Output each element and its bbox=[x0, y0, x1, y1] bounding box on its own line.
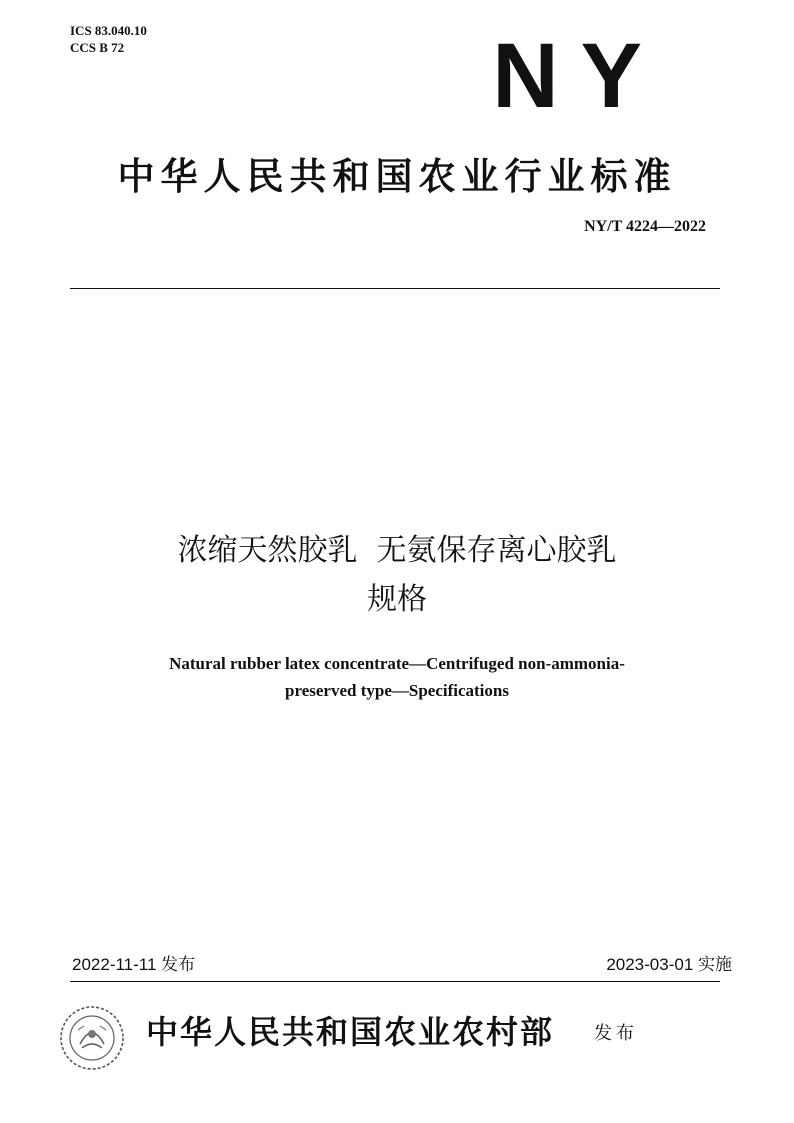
document-title-en-line1: Natural rubber latex concentrate—Centrifuged non-ammonia- bbox=[169, 654, 625, 673]
top-divider bbox=[70, 288, 720, 289]
ny-logo: NY bbox=[492, 25, 664, 127]
bottom-divider bbox=[70, 981, 720, 982]
standard-number: NY/T 4224—2022 bbox=[584, 218, 706, 235]
issuing-authority: 中华人民共和国农业农村部 bbox=[146, 1013, 555, 1051]
document-title-en-line2: preserved type—Specifications bbox=[285, 681, 509, 700]
ministry-seal-icon bbox=[58, 1004, 126, 1072]
ics-code: ICS 83.040.10 bbox=[70, 23, 147, 38]
implementation-date: 2023-03-01 实施 bbox=[606, 955, 732, 974]
issue-date: 2022-11-11 发布 bbox=[72, 955, 196, 974]
document-title-zh-line2: 规格 bbox=[367, 582, 427, 617]
document-title-zh-line1: 浓缩天然胶乳 无氨保存离心胶乳 bbox=[177, 533, 617, 568]
standard-title: 中华人民共和国农业行业标准 bbox=[117, 155, 677, 198]
issuing-action: 发布 bbox=[594, 1023, 638, 1044]
ccs-code: CCS B 72 bbox=[70, 40, 125, 55]
